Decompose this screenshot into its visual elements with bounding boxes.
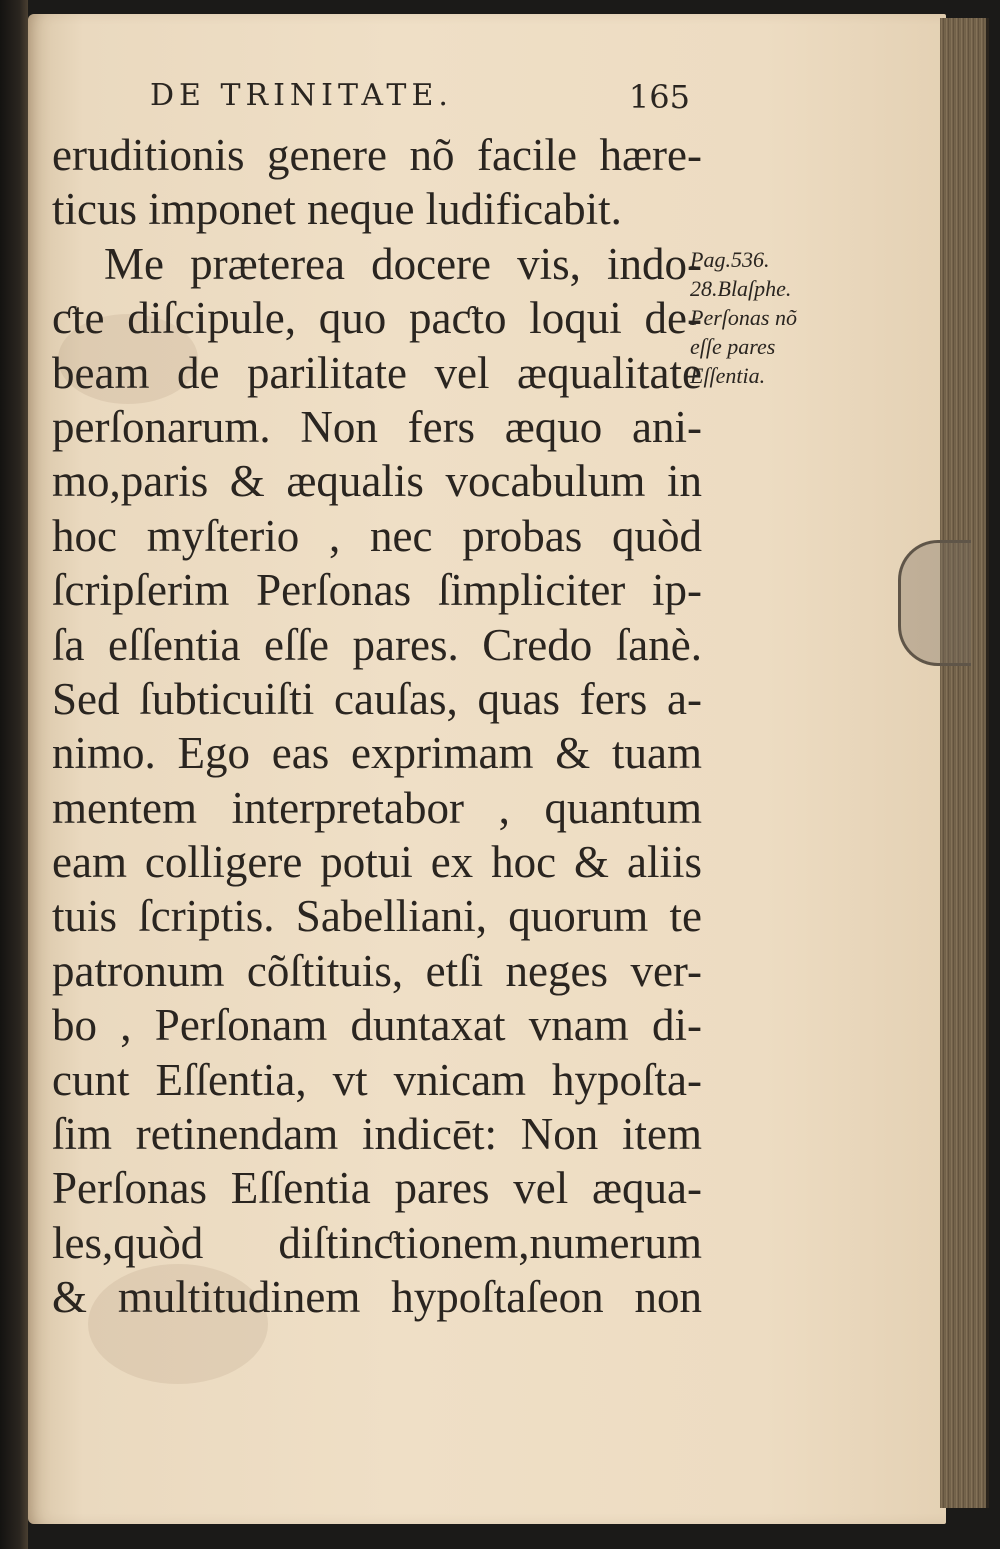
text-line: eam colligere potui ex hoc & aliis: [52, 837, 702, 888]
text-line: eruditionis genere nõ facile hære-: [52, 130, 702, 180]
page-number: 165: [628, 78, 690, 116]
text-line: Sed ſubticuiſti cauſas, quas fers a-: [52, 673, 702, 724]
text-line: hoc myſterio , nec probas quòd: [52, 510, 702, 561]
bookmark-clip: [898, 540, 971, 666]
text-line: nimo. Ego eas exprimam & tuam: [52, 728, 702, 779]
margin-note: [690, 245, 840, 390]
text-line: Me præterea docere vis, indo-: [104, 238, 702, 289]
text-line: patronum cõſtituis, etſi neges ver-: [52, 945, 702, 996]
margin-note-line: eſſe pares: [690, 334, 776, 359]
text-line: perſonarum. Non fers æquo ani-: [52, 401, 702, 452]
text-line: cunt Eſſentia, vt vnicam hypoſta-: [52, 1054, 702, 1105]
text-line: ſcripſerim Perſonas ſimpliciter ip-: [52, 565, 702, 616]
text-line: Perſonas Eſſentia pares vel æqua-: [52, 1163, 702, 1214]
page-header: [150, 78, 690, 128]
text-line: ticus imponet neque ludificabit.: [52, 184, 622, 235]
text-line: ƈte diſcipule, quo paƈto loqui de-: [52, 293, 702, 344]
margin-note-line: Eſſentia.: [690, 363, 766, 388]
text-line: bo , Perſonam duntaxat vnam di-: [52, 1000, 702, 1051]
running-title: DE TRINITATE.: [150, 78, 453, 113]
body-text: [52, 128, 702, 1325]
margin-note-line: 28.Blaſphe.: [690, 276, 792, 301]
text-line: mentem interpretabor , quantum: [52, 782, 702, 833]
text-line: mo,paris & æqualis vocabulum in: [52, 456, 702, 507]
text-line: & multitudinem hypoſtaſeon non: [52, 1272, 702, 1323]
text-line: tuis ſcriptis. Sabelliani, quorum te: [52, 891, 702, 942]
margin-note-line: Perſonas nõ: [690, 305, 797, 330]
binding-shadow: [0, 0, 28, 1549]
text-line: beam de parilitate vel æqualitate: [52, 347, 702, 398]
text-line: ſa eſſentia eſſe pares. Credo ſanè.: [52, 619, 702, 670]
text-line: ſim retinendam indicēt: Non item: [52, 1109, 702, 1160]
page-fore-edge: [940, 18, 989, 1508]
margin-note-line: Pag.536.: [690, 247, 770, 272]
text-line: les,quòd diſtinƈtionem,numerum: [52, 1217, 702, 1268]
